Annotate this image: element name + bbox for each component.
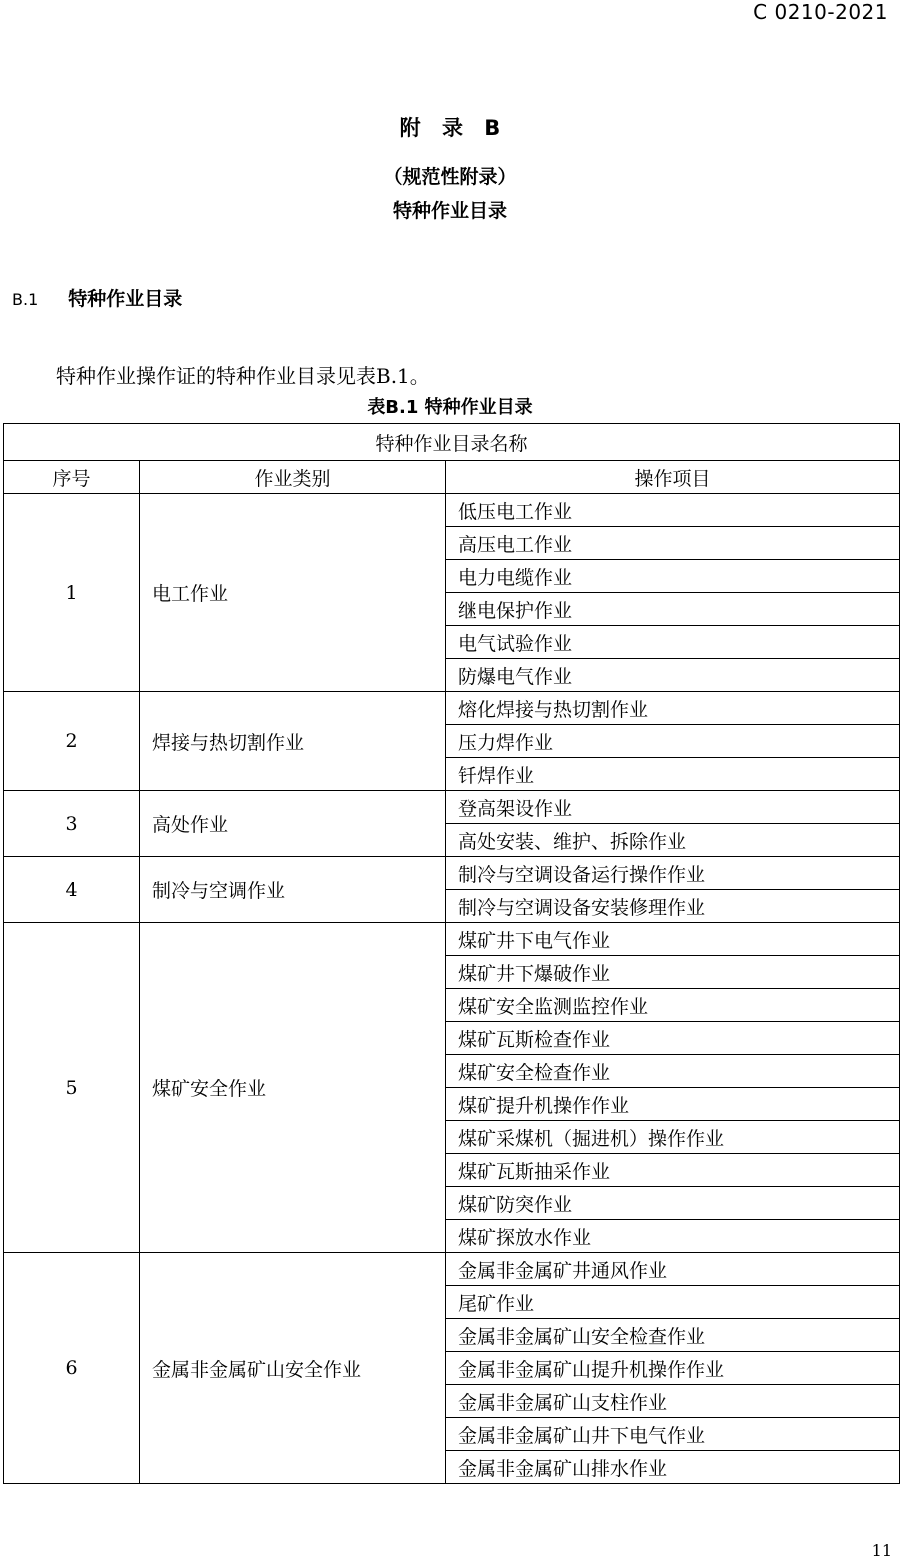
category-cell: 制冷与空调作业 (140, 857, 446, 923)
table-caption: 表B.1 特种作业目录 (367, 397, 533, 418)
section-number: B.1 (12, 290, 39, 309)
appendix-title: 附 录 B (399, 116, 501, 140)
appendix-type: （规范性附录） (383, 166, 517, 188)
column-header-category: 作业类别 (140, 461, 446, 494)
operation-item-cell: 煤矿安全监测监控作业 (446, 989, 900, 1022)
appendix-name: 特种作业目录 (392, 200, 507, 222)
column-header-items: 操作项目 (446, 461, 900, 494)
operation-item-cell: 电气试验作业 (446, 626, 900, 659)
seq-cell: 1 (4, 494, 140, 692)
seq-cell: 4 (4, 857, 140, 923)
special-operations-table (3, 423, 900, 1484)
operation-item-cell: 煤矿安全检查作业 (446, 1055, 900, 1088)
table-top-header: 特种作业目录名称 (4, 424, 900, 461)
category-cell: 焊接与热切割作业 (140, 692, 446, 791)
table-row (4, 791, 900, 824)
seq-cell: 2 (4, 692, 140, 791)
operation-item-cell: 煤矿探放水作业 (446, 1220, 900, 1253)
table-row (4, 923, 900, 956)
operation-item-cell: 煤矿瓦斯抽采作业 (446, 1154, 900, 1187)
operation-item-cell: 制冷与空调设备安装修理作业 (446, 890, 900, 923)
section-title: 特种作业目录 (68, 288, 183, 310)
seq-cell: 6 (4, 1253, 140, 1484)
page-number: 11 (871, 1541, 892, 1560)
operation-item-cell: 金属非金属矿山安全检查作业 (446, 1319, 900, 1352)
operation-item-cell: 登高架设作业 (446, 791, 900, 824)
standard-code: C 0210-2021 (753, 0, 888, 24)
table-row (4, 1253, 900, 1286)
operation-item-cell: 金属非金属矿山排水作业 (446, 1451, 900, 1484)
operation-item-cell: 压力焊作业 (446, 725, 900, 758)
operation-item-cell: 电力电缆作业 (446, 560, 900, 593)
operation-item-cell: 煤矿防突作业 (446, 1187, 900, 1220)
intro-paragraph: 特种作业操作证的特种作业目录见表B.1。 (56, 364, 430, 388)
operation-item-cell: 制冷与空调设备运行操作作业 (446, 857, 900, 890)
operation-item-cell: 煤矿井下电气作业 (446, 923, 900, 956)
operation-item-cell: 金属非金属矿山井下电气作业 (446, 1418, 900, 1451)
operation-item-cell: 金属非金属矿山提升机操作作业 (446, 1352, 900, 1385)
operation-item-cell: 煤矿井下爆破作业 (446, 956, 900, 989)
operation-item-cell: 金属非金属矿井通风作业 (446, 1253, 900, 1286)
operation-item-cell: 防爆电气作业 (446, 659, 900, 692)
column-header-seq: 序号 (4, 461, 140, 494)
table-row (4, 494, 900, 527)
table-row (4, 857, 900, 890)
operation-item-cell: 熔化焊接与热切割作业 (446, 692, 900, 725)
operation-item-cell: 煤矿采煤机（掘进机）操作作业 (446, 1121, 900, 1154)
section-heading (12, 284, 182, 311)
seq-cell: 5 (4, 923, 140, 1253)
operation-item-cell: 钎焊作业 (446, 758, 900, 791)
operation-item-cell: 金属非金属矿山支柱作业 (446, 1385, 900, 1418)
operation-item-cell: 低压电工作业 (446, 494, 900, 527)
operation-item-cell: 煤矿瓦斯检查作业 (446, 1022, 900, 1055)
operation-item-cell: 煤矿提升机操作作业 (446, 1088, 900, 1121)
category-cell: 金属非金属矿山安全作业 (140, 1253, 446, 1484)
category-cell: 高处作业 (140, 791, 446, 857)
operation-item-cell: 高压电工作业 (446, 527, 900, 560)
table-row (4, 692, 900, 725)
table-body (4, 494, 900, 1484)
category-cell: 电工作业 (140, 494, 446, 692)
category-cell: 煤矿安全作业 (140, 923, 446, 1253)
operation-item-cell: 高处安装、维护、拆除作业 (446, 824, 900, 857)
operation-item-cell: 继电保护作业 (446, 593, 900, 626)
seq-cell: 3 (4, 791, 140, 857)
operation-item-cell: 尾矿作业 (446, 1286, 900, 1319)
